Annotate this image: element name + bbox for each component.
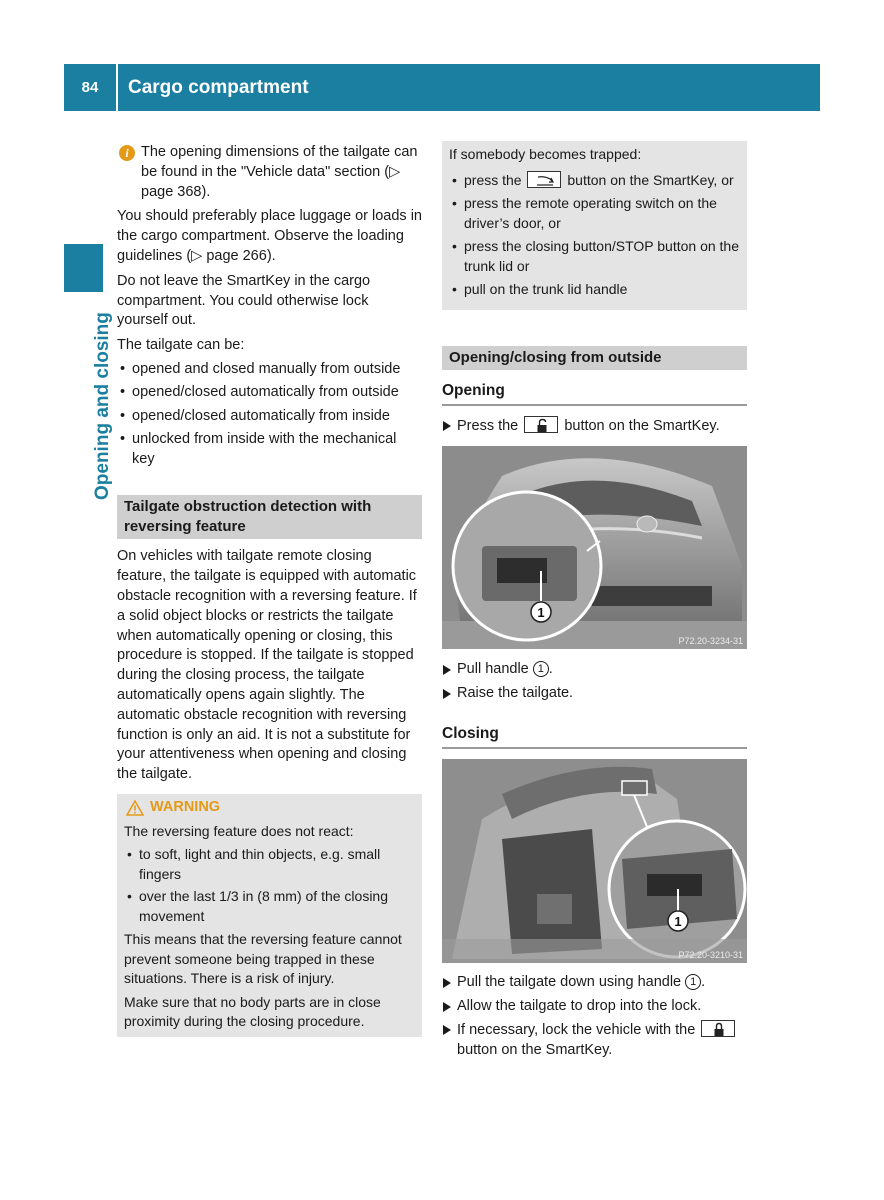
warning-paragraph-bodyparts: Make sure that no body parts are in close proximity during the closing procedure. <box>124 993 381 1030</box>
chapter-tab-marker <box>64 244 103 292</box>
list-item: • pull on the trunk lid handle <box>449 280 739 300</box>
section-heading-opening-closing: Opening/closing from outside <box>442 346 747 370</box>
step-text: Pull the tailgate down using handle <box>457 974 682 991</box>
list-item <box>449 171 739 191</box>
chapter-side-label: Opening and closing <box>92 312 113 500</box>
handle-callout-ref: 1 <box>685 974 701 990</box>
list-item: • to soft, light and thin objects, e.g. small fingers <box>124 845 415 884</box>
trapped-box <box>442 141 747 310</box>
paragraph-smartkey: Do not leave the SmartKey in the cargo compartment. You could otherwise lock yourself out. <box>117 272 371 329</box>
subheading-closing: Closing <box>442 724 747 749</box>
tailgate-closing-image <box>442 759 747 963</box>
list-item: • opened/closed automatically from outside <box>117 383 422 403</box>
step-text-end: button on the SmartKey. <box>564 417 720 434</box>
paragraph-obstruction: On vehicles with tailgate remote closing feature, the tailgate is equipped with automatic obstacle recognition with a reversing feature. If a solid object blocks or restricts the tailgate when automatically opening or closing, this procedure is stopped. If the tailgate is stopped during the closing process, the tailgate automatically opens again slightly. The automatic obstacle recognition with reversing function is only an aid. It is not a substitute for your attentiveness when opening and closing the tailgate. <box>117 548 417 783</box>
lock-key-icon <box>701 1020 735 1037</box>
paragraph-loading: You should preferably place luggage or loads in the cargo compartment. Observe the loading guidelines (▷ page 266). <box>117 208 422 264</box>
trapped-list <box>449 171 739 300</box>
info-note-text: The opening dimensions of the tailgate can be found in the "Vehicle data" section (▷ page 368). <box>141 144 418 200</box>
image-callout-number: 1 <box>674 914 682 930</box>
step-lock-vehicle <box>442 1020 747 1061</box>
warning-intro: The reversing feature does not react: <box>124 822 354 839</box>
step-text: Press the <box>457 417 519 434</box>
list-item: • opened/closed automatically from inside <box>117 407 422 427</box>
page-title: Cargo compartment <box>128 77 309 98</box>
subheading-opening: Opening <box>442 381 747 406</box>
step-text: If necessary, lock the vehicle with the <box>457 1021 696 1038</box>
warning-triangle-icon <box>126 800 144 816</box>
warning-paragraph-risk: This means that the reversing feature cannot prevent someone being trapped in these situations. There is a risk of injury. <box>124 931 402 987</box>
paragraph-tailgate-can-be: The tailgate can be: <box>117 337 245 354</box>
right-column <box>442 141 747 1064</box>
left-column <box>117 143 422 1037</box>
unlock-key-icon <box>524 416 558 433</box>
tailgate-opening-image <box>442 446 747 649</box>
step-raise-tailgate: Raise the tailgate. <box>442 684 747 704</box>
warning-list <box>124 845 415 926</box>
warning-box <box>117 794 422 1037</box>
warning-heading <box>124 798 415 818</box>
trapped-item-1-text-end: button on the SmartKey, or <box>567 171 734 188</box>
image-code: P72.20-3234-31 <box>678 636 743 647</box>
header-divider <box>116 64 118 111</box>
tailgate-options-list <box>117 360 422 469</box>
step-drop-into-lock: Allow the tailgate to drop into the lock. <box>442 997 747 1017</box>
step-text: Pull handle <box>457 661 529 678</box>
step-text-end: . <box>548 661 553 678</box>
list-item: • press the remote operating switch on the driver’s door, or <box>449 194 739 233</box>
step-text-end: . <box>701 974 706 991</box>
page-header <box>64 64 820 111</box>
section-heading-obstruction: Tailgate obstruction detection with reversing feature <box>117 495 422 539</box>
step-pull-down <box>442 973 747 993</box>
page-number: 84 <box>81 79 99 96</box>
trapped-intro: If somebody becomes trapped: <box>449 146 642 162</box>
step-text-end: button on the SmartKey. <box>457 1041 613 1058</box>
list-item: • opened and closed manually from outside <box>117 360 422 380</box>
image-callout-number: 1 <box>537 605 545 621</box>
info-icon: i <box>119 145 135 161</box>
list-item: • unlocked from inside with the mechanical key <box>117 430 422 470</box>
tailgate-close-key-icon <box>527 171 561 188</box>
list-item: • over the last 1/3 in (8 mm) of the closing movement <box>124 887 415 926</box>
list-item: • press the closing button/STOP button on the trunk lid or <box>449 237 739 276</box>
step-press-unlock <box>442 416 747 437</box>
info-note <box>117 143 422 202</box>
warning-title: WARNING <box>150 799 221 816</box>
handle-callout-ref: 1 <box>533 661 549 677</box>
step-pull-handle <box>442 660 747 680</box>
trapped-item-1-text: press the <box>464 171 522 188</box>
image-code: P72.20-3210-31 <box>678 950 743 961</box>
